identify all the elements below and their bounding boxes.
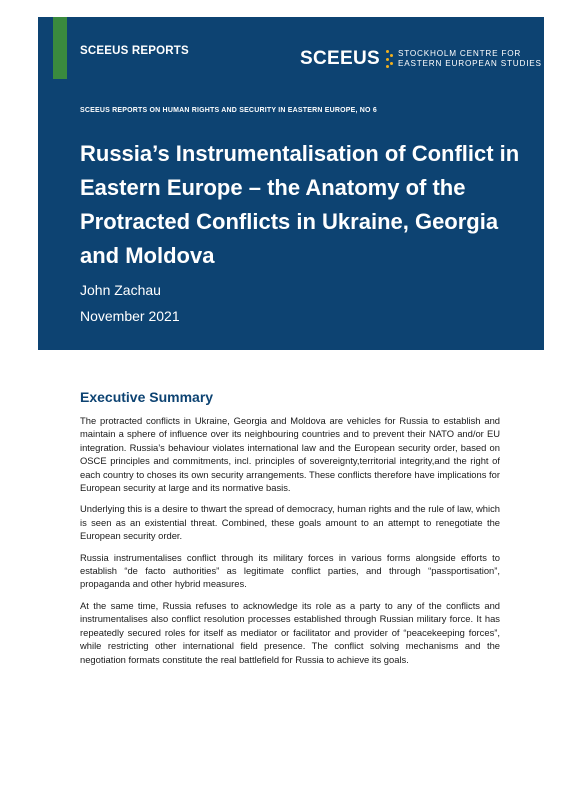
summary-paragraph: The protracted conflicts in Ukraine, Georgia and Moldova are vehicles for Russia to establish and maintain a sphere of influence over its neighbouring countries and to prevent their NATO and/or EU integration. Russia’s behaviour violates international law and the European security order, based on OSCE principles and commitments, incl. principles of sovereignty,territorial integrity,and the right of each country to choses its own security arrangements. These conflicts therefore have implications for European security at large and its normative basis. <box>80 415 500 494</box>
summary-paragraph: Underlying this is a desire to thwart the spread of democracy, human rights and the rule of law, which is seen as an existential threat. Combined, these goals amount to an attempt to renegotiate the European security order. <box>80 503 500 542</box>
logo-subline <box>398 49 542 69</box>
executive-summary-body <box>80 414 500 674</box>
series-label: SCEEUS REPORTS <box>80 45 189 57</box>
publication-date: November 2021 <box>80 308 180 324</box>
summary-paragraph: At the same time, Russia refuses to acknowledge its role as a party to any of the conflicts and instrumentalises also conflict resolution processes established through Russian military force. It has repeatedly secured roles for itself as mediator or facilitator and provider of “peacekeeping forces”, while restricting other international field presence. The conflict solving mechanisms and the negotiation formats constitute the real battlefield for Russia to achieve its goals. <box>80 599 500 665</box>
logo-subline-2: EASTERN EUROPEAN STUDIES <box>397 59 542 68</box>
logo-dots-icon <box>383 49 393 69</box>
summary-paragraph: Russia instrumentalises conflict through its military forces in various forms alongside efforts to establish “de facto authorities” as legitimate conflict parties, and through “passportisation”, propaganda and other hybrid measures. <box>80 551 500 590</box>
logo-wordmark: SCEEUS <box>300 48 380 69</box>
logo-subline-1: STOCKHOLM CENTRE FOR <box>397 49 522 58</box>
report-title: Russia’s Instrumentalisation of Conflict in Eastern Europe – the Anatomy of the Protracted Conflicts in Ukraine, Georgia and Moldova <box>80 141 520 268</box>
green-tab-accent <box>53 17 67 79</box>
executive-summary-heading: Executive Summary <box>80 389 214 405</box>
sceeus-logo <box>300 48 542 70</box>
author-name: John Zachau <box>80 282 161 298</box>
report-series-label: SCEEUS REPORTS ON HUMAN RIGHTS AND SECURITY IN EASTERN EUROPE, NO 6 <box>80 107 377 114</box>
